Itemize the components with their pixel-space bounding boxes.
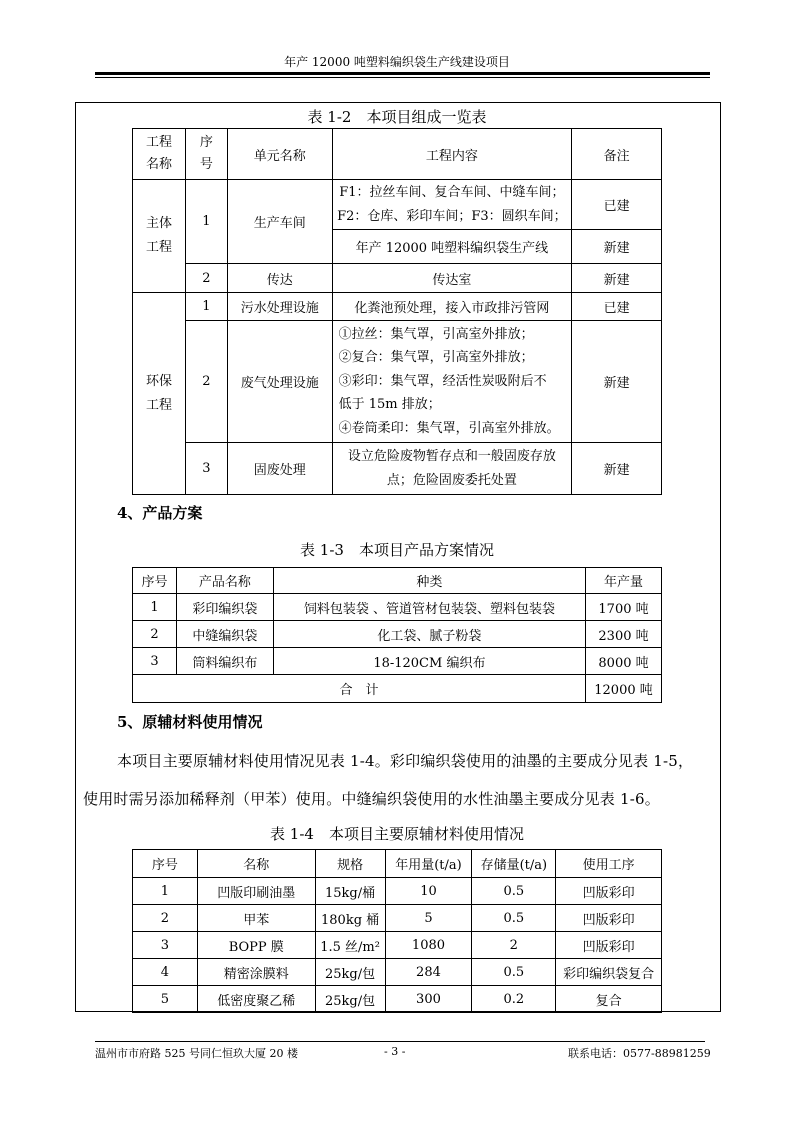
cell-content: F1：拉丝车间、复合车间、中缝车间； F2：仓库、彩印车间；F3：圆织车间； bbox=[332, 180, 572, 230]
running-header-title: 年产 12000 吨塑料编织袋生产线建设项目 bbox=[284, 55, 510, 69]
cell: 15kg/桶 bbox=[315, 878, 385, 905]
cell: 180kg 桶 bbox=[315, 905, 385, 932]
cell-content: ①拉丝：集气罩，引高室外排放； ②复合：集气罩，引高室外排放； ③彩印：集气罩，经活性炭吸附后不 低于 15m 排放； ④卷筒柔印：集气罩，引高室外排放。 bbox=[332, 321, 572, 443]
cell: 300 bbox=[385, 986, 472, 1013]
cell: 中缝编织袋 bbox=[176, 621, 273, 648]
cell-note: 已建 bbox=[572, 293, 662, 321]
cell: 0.5 bbox=[472, 905, 556, 932]
cell: 1080 bbox=[385, 932, 472, 959]
cell-no: 2 bbox=[185, 264, 227, 293]
section-4-heading: 4、产品方案 bbox=[117, 504, 203, 522]
cell-no: 1 bbox=[185, 293, 227, 321]
cell: BOPP 膜 bbox=[197, 932, 315, 959]
header-cell: 序 号 bbox=[185, 129, 227, 180]
header-cell: 年用量(t/a) bbox=[385, 850, 472, 878]
table-1-3 bbox=[132, 567, 662, 703]
cell: 3 bbox=[133, 932, 198, 959]
header-cell: 工程 名称 bbox=[133, 129, 186, 180]
header-cell: 种类 bbox=[273, 568, 585, 594]
cell: 0.2 bbox=[472, 986, 556, 1013]
table-header-row bbox=[133, 129, 662, 180]
header-cell: 规格 bbox=[315, 850, 385, 878]
cell: 2 bbox=[133, 905, 198, 932]
table-row bbox=[133, 932, 662, 959]
cell: 0.5 bbox=[472, 878, 556, 905]
cell: 复合 bbox=[556, 986, 662, 1013]
table-1-3-caption: 表 1-3 本项目产品方案情况 bbox=[300, 541, 494, 559]
cell-note: 新建 bbox=[572, 443, 662, 495]
cell-note: 已建 bbox=[572, 180, 662, 230]
cell-no: 1 bbox=[185, 180, 227, 264]
cell: 凹版印刷油墨 bbox=[197, 878, 315, 905]
cell: 8000 吨 bbox=[586, 648, 662, 675]
cell-unit: 废气处理设施 bbox=[227, 321, 332, 443]
cell: 饲料包装袋 、管道管材包装袋、塑料包装袋 bbox=[273, 594, 585, 621]
cell-note: 新建 bbox=[572, 264, 662, 293]
table-row bbox=[133, 878, 662, 905]
table-row bbox=[133, 905, 662, 932]
cell: 凹版彩印 bbox=[556, 932, 662, 959]
table-row bbox=[133, 986, 662, 1013]
header-cell: 存储量(t/a) bbox=[472, 850, 556, 878]
cell: 2300 吨 bbox=[586, 621, 662, 648]
cell: 5 bbox=[385, 905, 472, 932]
table-1-4-caption: 表 1-4 本项目主要原辅材料使用情况 bbox=[270, 825, 524, 843]
cell-unit: 生产车间 bbox=[227, 180, 332, 264]
page-number: - 3 - bbox=[384, 1045, 406, 1058]
total-value: 12000 吨 bbox=[586, 675, 662, 703]
cell: 精密涂膜料 bbox=[197, 959, 315, 986]
cell-no: 3 bbox=[185, 443, 227, 495]
cell: 凹版彩印 bbox=[556, 878, 662, 905]
table-row bbox=[133, 321, 662, 443]
table-header-row bbox=[133, 568, 662, 594]
table-1-4 bbox=[132, 849, 662, 1013]
cell: 18-120CM 编织布 bbox=[273, 648, 585, 675]
header-cell: 名称 bbox=[197, 850, 315, 878]
footer-address: 温州市市府路 525 号同仁恒玖大厦 20 楼 bbox=[95, 1047, 298, 1060]
cell: 凹版彩印 bbox=[556, 905, 662, 932]
cell: 5 bbox=[133, 986, 198, 1013]
cell: 25kg/包 bbox=[315, 959, 385, 986]
cell-content: 化粪池预处理，接入市政排污管网 bbox=[332, 293, 572, 321]
header-cell: 工程内容 bbox=[332, 129, 572, 180]
cell: 284 bbox=[385, 959, 472, 986]
cell: 1700 吨 bbox=[586, 594, 662, 621]
cell: 化工袋、腻子粉袋 bbox=[273, 621, 585, 648]
header-rule-thin bbox=[95, 77, 710, 78]
cell-note: 新建 bbox=[572, 230, 662, 264]
cell: 1.5 丝/m² bbox=[315, 932, 385, 959]
header-rule-thick bbox=[95, 72, 710, 75]
table-header-row bbox=[133, 850, 662, 878]
footer-rule bbox=[95, 1041, 705, 1042]
cell-unit: 污水处理设施 bbox=[227, 293, 332, 321]
table-1-2-caption: 表 1-2 本项目组成一览表 bbox=[307, 108, 487, 126]
table-row bbox=[133, 648, 662, 675]
table-row bbox=[133, 180, 662, 230]
table-row bbox=[133, 443, 662, 495]
table-1-2 bbox=[132, 128, 662, 495]
cell: 1 bbox=[133, 878, 198, 905]
table-row bbox=[133, 264, 662, 293]
body-paragraph-line-1: 本项目主要原辅材料使用情况见表 1-4。彩印编织袋使用的油墨的主要成分见表 1-5， bbox=[117, 752, 694, 770]
header-cell: 序号 bbox=[133, 850, 198, 878]
cell: 10 bbox=[385, 878, 472, 905]
cell-note: 新建 bbox=[572, 321, 662, 443]
header-cell: 备注 bbox=[572, 129, 662, 180]
cell: 2 bbox=[472, 932, 556, 959]
header-cell: 序号 bbox=[133, 568, 177, 594]
cell: 3 bbox=[133, 648, 177, 675]
cell: 筒料编织布 bbox=[176, 648, 273, 675]
cell-content: 设立危险废物暂存点和一般固废存放 点；危险固废委托处置 bbox=[332, 443, 572, 495]
table-total-row bbox=[133, 675, 662, 703]
group-name: 主体 工程 bbox=[133, 180, 186, 293]
body-paragraph-line-2: 使用时需另添加稀释剂（甲苯）使用。中缝编织袋使用的水性油墨主要成分见表 1-6。 bbox=[83, 790, 660, 808]
header-cell: 使用工序 bbox=[556, 850, 662, 878]
cell: 彩印编织袋复合 bbox=[556, 959, 662, 986]
cell: 甲苯 bbox=[197, 905, 315, 932]
table-row bbox=[133, 959, 662, 986]
table-row bbox=[133, 621, 662, 648]
header-cell: 单元名称 bbox=[227, 129, 332, 180]
header-cell: 年产量 bbox=[586, 568, 662, 594]
cell-unit: 固废处理 bbox=[227, 443, 332, 495]
table-row bbox=[133, 293, 662, 321]
cell: 彩印编织袋 bbox=[176, 594, 273, 621]
table-row bbox=[133, 594, 662, 621]
cell-content: 年产 12000 吨塑料编织袋生产线 bbox=[332, 230, 572, 264]
section-5-heading: 5、原辅材料使用情况 bbox=[117, 713, 263, 731]
cell-content: 传达室 bbox=[332, 264, 572, 293]
cell: 2 bbox=[133, 621, 177, 648]
footer-phone: 联系电话：0577-88981259 bbox=[568, 1047, 711, 1060]
total-label: 合 计 bbox=[133, 675, 586, 703]
header-cell: 产品名称 bbox=[176, 568, 273, 594]
cell-no: 2 bbox=[185, 321, 227, 443]
cell: 4 bbox=[133, 959, 198, 986]
cell-unit: 传达 bbox=[227, 264, 332, 293]
cell: 0.5 bbox=[472, 959, 556, 986]
group-name: 环保 工程 bbox=[133, 293, 186, 495]
cell: 低密度聚乙稀 bbox=[197, 986, 315, 1013]
cell: 25kg/包 bbox=[315, 986, 385, 1013]
cell: 1 bbox=[133, 594, 177, 621]
